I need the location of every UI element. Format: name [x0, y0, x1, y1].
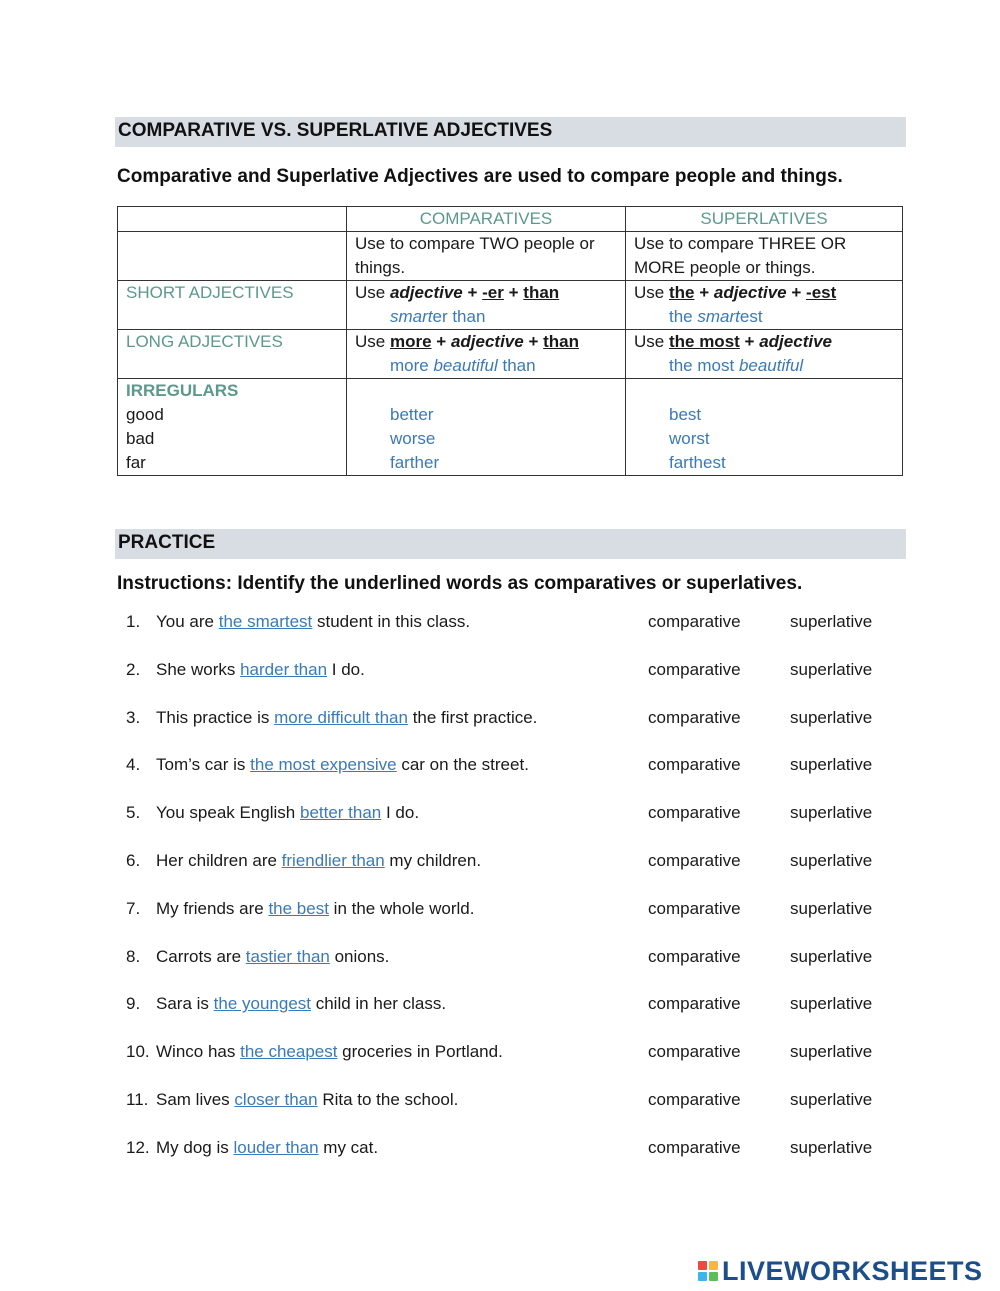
practice-item: [126, 803, 886, 851]
underlined-phrase: friendlier than: [281, 850, 385, 870]
option-superlative[interactable]: superlative: [790, 898, 873, 918]
page-title: COMPARATIVE VS. SUPERLATIVE ADJECTIVES: [118, 120, 553, 141]
section-title-band: [115, 117, 906, 147]
item-sentence: Winco has the cheapest groceries in Portland.: [156, 1042, 503, 1062]
option-comparative[interactable]: comparative: [648, 1042, 741, 1062]
item-number: 12.: [126, 1137, 150, 1157]
long-superlative-example: the most beautiful: [669, 356, 804, 375]
underlined-phrase: closer than: [234, 1089, 318, 1109]
practice-list: [126, 612, 886, 1186]
practice-item: [126, 1090, 886, 1138]
practice-instructions: Instructions: Identify the underlined words as comparatives or superlatives.: [117, 573, 803, 594]
usage-row: [118, 232, 903, 281]
irregular-superlative: farthest: [669, 453, 726, 472]
practice-item: [126, 947, 886, 995]
item-number: 9.: [126, 994, 141, 1014]
short-adjectives-row: [118, 281, 903, 330]
option-comparative[interactable]: comparative: [648, 612, 741, 631]
underlined-phrase: the cheapest: [240, 1042, 338, 1062]
long-comparative-rule: Use more + adjective + than more beautiful than: [347, 330, 626, 379]
irregulars-label: IRREGULARS: [126, 381, 239, 400]
irregular-comparative: farther: [390, 453, 440, 472]
item-number: 11.: [126, 1089, 149, 1109]
practice-item: [126, 899, 886, 947]
item-sentence: Sara is the youngest child in her class.: [156, 994, 447, 1014]
long-comparative-example: more beautiful than: [390, 356, 536, 375]
practice-title-band: [115, 529, 906, 559]
item-number: 3.: [126, 707, 141, 727]
option-comparative[interactable]: comparative: [648, 898, 741, 918]
item-number: 2.: [126, 659, 141, 679]
underlined-phrase: better than: [299, 803, 382, 823]
item-sentence: Her children are friendlier than my children.: [156, 850, 482, 870]
option-comparative[interactable]: comparative: [648, 1089, 741, 1109]
underlined-phrase: tastier than: [245, 946, 330, 966]
underlined-phrase: more difficult than: [274, 707, 408, 727]
option-superlative[interactable]: superlative: [790, 803, 873, 823]
short-superlative-example: the smartest: [669, 307, 763, 326]
header-superlatives: SUPERLATIVES: [626, 207, 903, 232]
intro-text: Comparative and Superlative Adjectives are used to compare people and things.: [117, 166, 843, 187]
irregulars-row: [118, 379, 903, 476]
liveworksheets-logo: [698, 1256, 983, 1286]
underlined-phrase: louder than: [233, 1137, 319, 1157]
item-number: 7.: [126, 898, 141, 918]
option-superlative[interactable]: superlative: [790, 994, 873, 1014]
grammar-table: [117, 206, 903, 476]
option-superlative[interactable]: superlative: [790, 612, 873, 631]
irregular-superlative: best: [669, 405, 702, 424]
option-comparative[interactable]: comparative: [648, 1137, 741, 1157]
option-superlative[interactable]: superlative: [790, 850, 873, 870]
option-superlative[interactable]: superlative: [790, 755, 873, 775]
short-adjectives-label: SHORT ADJECTIVES: [118, 281, 347, 330]
irregular-base: far: [126, 453, 146, 472]
practice-item: [126, 1042, 886, 1090]
irregular-base: bad: [126, 429, 155, 448]
item-number: 6.: [126, 850, 141, 870]
item-number: 5.: [126, 803, 141, 823]
item-sentence: She works harder than I do.: [156, 659, 365, 679]
irregular-comparative: worse: [390, 429, 436, 448]
practice-item: [126, 994, 886, 1042]
item-sentence: You speak English better than I do.: [156, 803, 420, 823]
irregular-comparative: better: [390, 405, 434, 424]
underlined-phrase: the smartest: [218, 612, 313, 631]
item-sentence: This practice is more difficult than the first practice.: [156, 707, 538, 727]
option-superlative[interactable]: superlative: [790, 1089, 873, 1109]
option-comparative[interactable]: comparative: [648, 755, 741, 775]
long-superlative-rule: Use the most + adjective the most beautiful: [626, 330, 903, 379]
underlined-phrase: the best: [268, 898, 329, 918]
item-sentence: My friends are the best in the whole world.: [156, 898, 475, 918]
item-sentence: You are the smartest student in this class.: [156, 612, 471, 631]
item-number: 10.: [126, 1042, 150, 1062]
option-comparative[interactable]: comparative: [648, 803, 741, 823]
logo-text: LIVEWORKSHEETS: [722, 1255, 983, 1286]
practice-item: [126, 1138, 886, 1186]
item-sentence: Carrots are tastier than onions.: [156, 946, 390, 966]
long-adjectives-row: [118, 330, 903, 379]
header-comparatives: COMPARATIVES: [347, 207, 626, 232]
irregular-superlative: worst: [669, 429, 710, 448]
irregulars-superlative-cell: [626, 379, 903, 476]
long-adjectives-label: LONG ADJECTIVES: [118, 330, 347, 379]
option-superlative[interactable]: superlative: [790, 1137, 873, 1157]
item-number: 1.: [126, 612, 141, 631]
practice-item: [126, 660, 886, 708]
option-comparative[interactable]: comparative: [648, 850, 741, 870]
item-number: 4.: [126, 755, 141, 775]
option-superlative[interactable]: superlative: [790, 707, 873, 727]
irregulars-base-cell: [118, 379, 347, 476]
short-comparative-rule: Use adjective + -er + than smarter than: [347, 281, 626, 330]
header-empty-cell: [118, 207, 347, 232]
usage-comparative: Use to compare TWO people or things.: [347, 232, 626, 281]
item-number: 8.: [126, 946, 141, 966]
usage-superlative: Use to compare THREE OR MORE people or things.: [626, 232, 903, 281]
usage-empty-cell: [118, 232, 347, 281]
practice-item: [126, 708, 886, 756]
practice-title: PRACTICE: [118, 532, 216, 553]
option-superlative[interactable]: superlative: [790, 659, 873, 679]
short-comparative-example: smarter than: [390, 307, 486, 326]
option-comparative[interactable]: comparative: [648, 946, 741, 966]
item-sentence: Tom’s car is the most expensive car on the street.: [156, 755, 529, 775]
option-superlative[interactable]: superlative: [790, 946, 873, 966]
option-superlative[interactable]: superlative: [790, 1042, 873, 1062]
option-comparative[interactable]: comparative: [648, 707, 741, 727]
item-sentence: Sam lives closer than Rita to the school.: [156, 1089, 459, 1109]
underlined-phrase: the youngest: [213, 994, 311, 1014]
option-comparative[interactable]: comparative: [648, 994, 741, 1014]
irregular-base: good: [126, 405, 164, 424]
practice-item: [126, 612, 886, 660]
underlined-phrase: harder than: [240, 659, 328, 679]
liveworksheets-logo-icon: [698, 1261, 718, 1281]
practice-item: [126, 755, 886, 803]
short-superlative-rule: Use the + adjective + -est the smartest: [626, 281, 903, 330]
irregulars-comparative-cell: [347, 379, 626, 476]
item-sentence: My dog is louder than my cat.: [156, 1137, 379, 1157]
underlined-phrase: the most expensive: [250, 755, 397, 775]
practice-item: [126, 851, 886, 899]
option-comparative[interactable]: comparative: [648, 659, 741, 679]
table-header-row: [118, 207, 903, 232]
